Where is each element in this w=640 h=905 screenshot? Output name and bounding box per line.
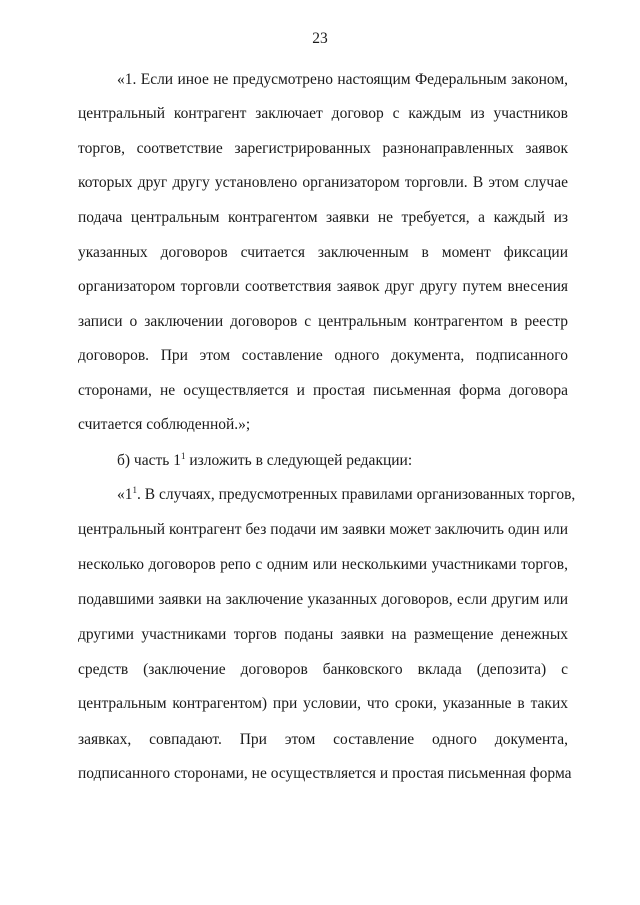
paragraph-line-last: считается соблюденной.»; [78, 416, 251, 433]
page-number: 23 [312, 30, 328, 47]
paragraph-line: центральным контрагентом) при условии, что сроки, указанные в таких [78, 695, 568, 712]
paragraph-line [117, 485, 576, 505]
clause-text: . В случаях, предусмотренных правилами организованных торгов, [137, 486, 576, 503]
paragraph-line: договоров. При этом составление одного документа, подписанного [78, 347, 568, 364]
paragraph-line: торгов, соответствие зарегистрированных разнонаправленных заявок [78, 140, 568, 157]
paragraph-line: центральный контрагент заключает договор с каждым из участников [78, 105, 568, 122]
paragraph-line: «1. Если иное не предусмотрено настоящим Федеральным законом, [117, 71, 568, 88]
amendment-heading-text: б) часть 1 [117, 452, 181, 469]
paragraph-line: подавшими заявки на заключение указанных договоров, если другим или [78, 591, 568, 608]
paragraph-line: организатором торговли соответствия заявок друг другу путем внесения [78, 278, 568, 295]
superscript: 1 [132, 485, 137, 495]
superscript: 1 [180, 451, 186, 461]
paragraph-line: несколько договоров репо с одним или несколькими участниками торгов, [78, 556, 568, 573]
paragraph-line: которых друг другу установлено организатором торговли. В этом случае [78, 174, 568, 191]
amendment-heading-text: изложить в следующей редакции: [185, 452, 413, 469]
paragraph-line: подача центральным контрагентом заявки не требуется, а каждый из [78, 209, 568, 226]
paragraph-line: средств (заключение договоров банковского вклада (депозита) с [78, 661, 568, 678]
paragraph-line: заявках, совпадают. При этом составление одного документа, [78, 731, 568, 748]
paragraph-line: сторонами, не осуществляется и простая письменная форма договора [78, 382, 568, 399]
clause-number: «1 [117, 486, 133, 503]
amendment-heading [117, 451, 568, 471]
paragraph-line: центральный контрагент без подачи им заявки может заключить один или [78, 521, 568, 538]
paragraph-line: подписанного сторонами, не осуществляется и простая письменная форма [78, 765, 572, 782]
paragraph-line: записи о заключении договоров с центральным контрагентом в реестр [78, 313, 568, 330]
paragraph-line: другими участниками торгов поданы заявки на размещение денежных [78, 626, 568, 643]
paragraph-line: указанных договоров считается заключенным в момент фиксации [78, 244, 568, 261]
